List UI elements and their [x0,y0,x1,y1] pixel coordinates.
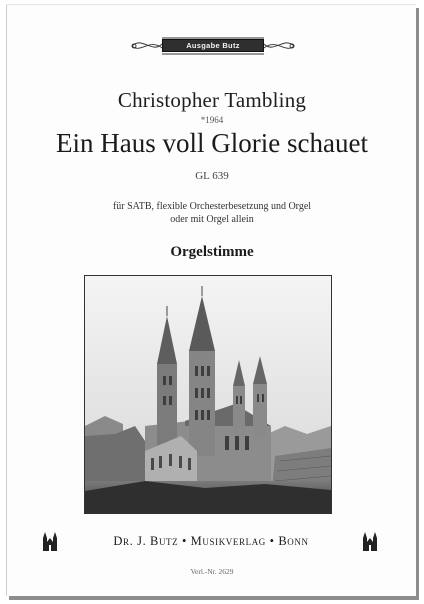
publisher-name: Dr. J. Butz • Musikverlag • Bonn [113,534,309,548]
composer-name: Christopher Tambling [117,88,307,112]
catalog-number: GL 639 [195,170,229,182]
cathedral-logo-icon [361,531,379,551]
edition-number: Verl.-Nr. 2629 [190,567,234,576]
work-title: Ein Haus voll Glorie schauet [56,128,368,158]
scoring-line-2: oder mit Orgel allein [170,214,254,225]
series-badge: Ausgabe Butz [162,39,264,52]
publisher-line [41,531,381,553]
part-name: Orgelstimme [170,244,254,260]
scoring-line-1: für SATB, flexible Orchesterbesetzung und Orgel [112,201,312,212]
cathedral-photo [84,275,332,514]
cathedral-image [85,276,331,513]
series-ornament [128,34,298,58]
composer-dates: *1964 [200,115,224,125]
